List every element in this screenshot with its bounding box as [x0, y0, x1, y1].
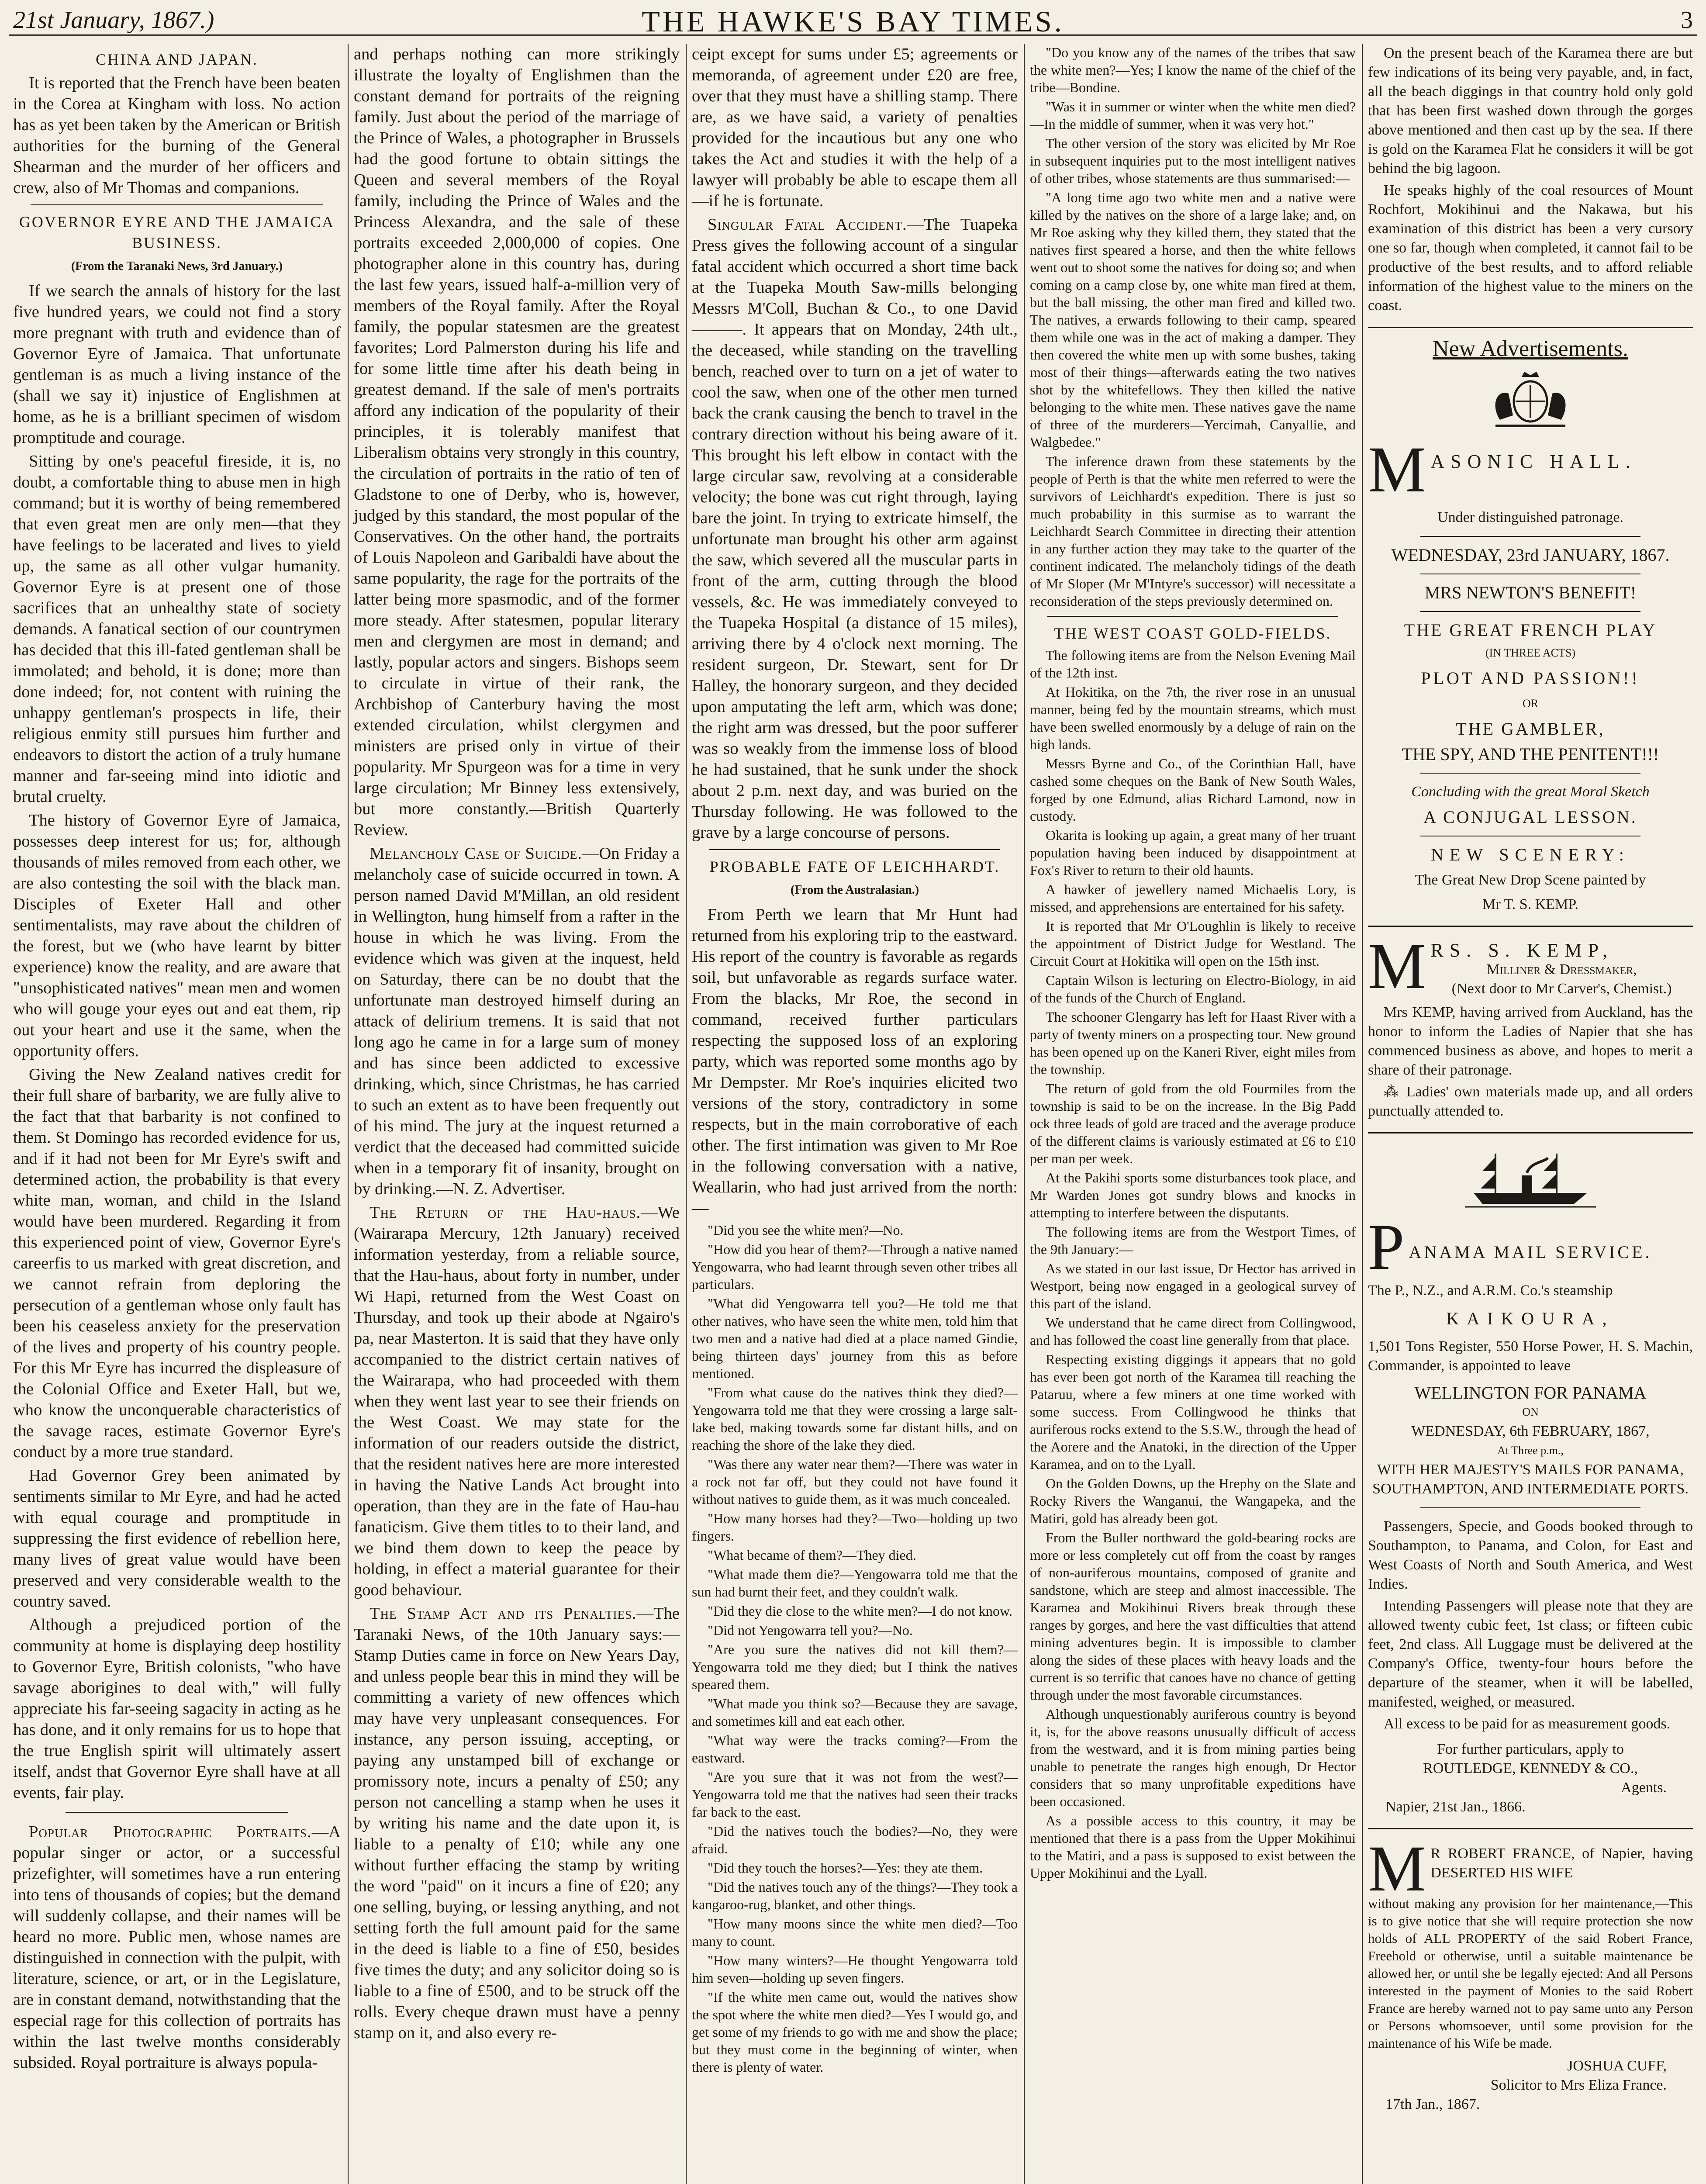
dialogue-line: "Are you sure the natives did not kill them?—Yengowarra told me they died; but I think the natives speared them. — [692, 1641, 1018, 1692]
divider — [31, 204, 323, 205]
drop-initial: P — [1368, 1219, 1405, 1273]
article-text: —The Tuapeka Press gives the following account of a singular fatal accident which occurred a short time back at the Tuapeka Mouth Saw-mills belonging Messrs M'Coll, Buchan & Co., to one David ———. It appears that on Monday, 24th ult., the deceased, while standing on the travelling bench, reached over to turn on a jet of water to cool the saw, when one of the other men turned back the crank causing the bench to travel in the contrary direction without his being aware of it. This brought his left elbow in contact with the large circular saw, revolving at a considerable velocity; the bone was cut right through, laying bare the joint. In trying to extricate himself, the unfortunate man brought his other arm against the saw, which severed all the muscular parts in front of the arm, cutting through the blood vessels, &c. He was immediately conveyed to the Tuapeka Hospital (a distance of 15 miles), arriving there by 4 o'clock next morning. The resident surgeon, Dr. Stewart, sent for Dr Halley, the honorary surgeon, and they decided upon amputating the left arm, which was done; the right arm was dressed, but the poor sufferer was so weakly from the immense loss of blood he had sustained, that he sunk under the shock about 2 p.m. next day, and was buried on the Thursday following. He was followed to the grave by a large concourse of persons. — [692, 215, 1018, 842]
dialogue-line: "From what cause do the natives think they died?—Yengowarra told me that they were crossing a large salt-lake bed, making towards some far distant hills, and on reaching the shore of the lake they died. — [692, 1385, 1018, 1453]
ad-title: ASONIC HALL. — [1430, 451, 1637, 472]
column-3 — [687, 44, 1022, 2184]
ad-line: OR — [1522, 697, 1539, 710]
article-source: (From the Taranaki News, 3rd January.) — [71, 259, 283, 273]
article-text: Respecting existing diggings it appears that no gold has ever been got north of the Karamea till reaching the Pataruu, where a few miners at one time worked with some success. From Collingwood he thinks that auriferous rocks extend to the S.S.W., through the head of the Aorere and the Anatoki, in the direction of the Upper Karamea, and on to the Lyall. — [1030, 1351, 1356, 1472]
article-text: Okarita is looking up again, a great many of her truant population having been induced by disappointment at Fox's River to return to their old haunts. — [1030, 827, 1356, 878]
kemp-ad — [1368, 938, 1693, 1121]
ad-line: ROUTLEDGE, KENNEDY & CO., — [1423, 1760, 1638, 1776]
dialogue-line: "Do you know any of the names of the tribes that saw the white men?—Yes; I know the name of the chief of the tribe—Bondine. — [1030, 45, 1356, 95]
ad-line: (IN THREE ACTS) — [1485, 646, 1576, 659]
dialogue-line: "Did not Yengowarra tell you?—No. — [708, 1622, 913, 1638]
dialogue-line: "Did they die close to the white men?—I do not know. — [708, 1603, 1012, 1619]
article-paragraph — [354, 1603, 680, 2043]
dialogue-line: "Did the natives touch the bodies?—No, they were afraid. — [692, 1823, 1018, 1856]
masonic-hall-ad — [1368, 367, 1693, 914]
ad-line: At Three p.m., — [1497, 1444, 1564, 1457]
column-rule — [1024, 44, 1025, 2184]
dialogue-line: "What made them die?—Yengowarra told me that the sun had burnt their feet, and they couldn't walk. — [692, 1566, 1018, 1600]
article-text: and perhaps nothing can more strikingly illustrate the loyalty of Englishmen than the constant demand for portraits of the reigning family. Just about the period of the marriage of the Prince of Wales, a photographer in Brussels had the good fortune to obtain sittings the Queen and several members of the Royal family, including the Prince of Wales and the Princess Alexandra, and the sale of these portraits exceeded 2,000,000 of copies. One photographer alone in this country has, during the last few years, issued half-a-million very of members of the Royal family. After the Royal family, the popular statesmen are the greatest favorites; Lord Palmerston during his life and for some little time after his death being in greatest demand. If the sale of men's portraits afford any indication of the popularity of their principles, it is tolerably manifest that Liberalism obtains very strongly in this country, the circulation of portraits in the ratio of ten of Gladstone to one of Derby, who is, however, judged by this standard, the most popular of the Conservatives. On the other hand, the portraits of Louis Napoleon and Garibaldi have about the same popularity, the rage for the portraits of the latter being more spasmodic, and of the former more steady. After statesmen, popular literary men and clergymen are most in demand; and lastly, popular actors and singers. Bishops seem to circulate in virtue of their rank, the Archbishop of Canterbury having the most extended circulation, whilst clergymen and ministers are prised only in virtue of their popularity. Mr Spurgeon was for a time in very large circulation; Mr Binney less extensively, but more constantly.—British Quarterly Review. — [354, 45, 680, 839]
column-rule — [348, 44, 349, 2184]
masonic-title-block — [1368, 442, 1693, 496]
royal-arms-icon — [1482, 367, 1578, 433]
dialogue-line: "How many winters?—He thought Yengowarra told him seven—holding up seven fingers. — [692, 1952, 1018, 1986]
article-paragraph — [13, 1821, 341, 2073]
dialogue-line: "Did you see the white men?—No. — [708, 1222, 904, 1238]
divider — [1420, 536, 1640, 537]
divider — [1420, 611, 1640, 612]
ad-title: R ROBERT FRANCE, of Napier, having DESERTED HIS WIFE — [1430, 1845, 1693, 1881]
dialogue-line: "Did the natives touch any of the things?—They took a kangaroo-rug, blanket, and other things. — [692, 1879, 1018, 1912]
divider — [1368, 327, 1693, 328]
dialogue-line: "If the white men came out, would the natives show the spot where the white men died?—Yes I would go, and get some of my friends to go with me and show the place; but they must come in the beginning of winter, when there is plenty of water. — [692, 1989, 1018, 2075]
dialogue-line: "What did Yengowarra tell you?—He told me that other natives, who have seen the white men, told him that two men and a native had died at a place named Gindie, being thirteen days' journey from this as before mentioned. — [692, 1296, 1018, 1381]
article-text: The history of Governor Eyre of Jamaica, possesses deep interest for us; for, although thousands of miles removed from each other, we are also contesting the soil with the black man. Disciples of Exeter Hall and other sentimentalists, may rave about the children of the forest, but we (who have learnt by bitter experience) know the reality, and are aware that "unsophisticated natives" mean men and women who will gouge your eyes out and eat them, rip out your heart and use it the same, when the opportunity offers. — [13, 811, 341, 1060]
article-text: As a possible access to this country, it may be mentioned that there is a pass from the Upper Mokihinui to the Matiri, and a pass is supposed to exist between the Upper Mokihinui and the Lyall. — [1030, 1813, 1356, 1881]
newspaper-title: THE HAWKE'S BAY TIMES. — [642, 5, 1064, 38]
article-text: On the present beach of the Karamea there are but few indications of its being very payable, and, in fact, all the beach diggings in that country hold only gold that has been first washed down through the gorges above mentioned and then cast up by the sea. If there is gold on the Karamea Flat he considers it will be got behind the big lagoon. — [1368, 45, 1693, 176]
ad-line: NEW SCENERY: — [1431, 845, 1630, 864]
article-paragraph — [354, 1202, 680, 1600]
ad-text: Intending Passengers will please note that they are allowed twenty cubic feet, 1st class; or fifteen cubic feet, 2nd class. All Luggage must be delivered at the Company's Office, twenty-four hours before the departure of the steamer, when it will be labelled, manifested, weighed, or measured. — [1368, 1598, 1693, 1710]
dialogue-line: "How did you hear of them?—Through a native named Yengowarra, who had learnt through seven other tribes all particulars. — [692, 1241, 1018, 1292]
ad-line: Napier, 21st Jan., 1866. — [1385, 1799, 1526, 1815]
dialogue-line: "What made you think so?—Because they are savage, and sometimes kill and eat each other. — [692, 1696, 1018, 1729]
ad-line: Solicitor to Mrs Eliza France. — [1490, 2077, 1667, 2093]
kemp-title-block — [1368, 938, 1693, 999]
ad-line: The Great New Drop Scene painted by — [1415, 872, 1646, 888]
article-text: Giving the New Zealand natives credit for their full share of barbarity, we are fully alive to the fact that that barbarity is not confined to them. St Domingo has recorded evidence for us, and if it had not been for Mr Eyre's swift and determined action, the probability is that every white man, woman, and child in the Island would have been murdered. Regarding it from this experienced point of view, Governor Eyre's careerfis to us marked with great discretion, and we cannot refrain from deploring the persecution of a gentleman whose only fault has been his ceaseless anxiety for the preservation of the lives and property of his country people. For this Mr Eyre has incurred the displeasure of the Colonial Office and Exeter Hall, but we, who know the unconquerable characteristics of the savage races, estimate Governor Eyre's conduct by a more true standard. — [13, 1065, 341, 1461]
divider — [709, 849, 1000, 850]
ad-text: without making any provision for her maintenance,—This is to give notice that she will require protection she now holds of ALL PROPERTY of the said Robert France, Freehold or otherwise, until a suitable maintenance be allowed her, or until she be legally ejected: And all Persons interested in the payment of Monies to the said Robert France are hereby warned not to pay same unto any Person or Persons whomsoever, until some provision for the maintenance of his Wife be made. — [1368, 1896, 1693, 2051]
article-text: Although unquestionably auriferous country is beyond it, is, for the above reasons unusually difficult of access from the westward, and it is from mining parties being unable to penetrate the ranges high enough, Dr Hector considers that so many unprofitable expeditions have been occasioned. — [1030, 1706, 1356, 1809]
ad-title: RS. S. KEMP, — [1430, 940, 1614, 961]
france-title-block — [1368, 1841, 1693, 1895]
ad-line: Mr T. S. KEMP. — [1482, 896, 1578, 912]
article-lead: Melancholy Case of Suicide. — [370, 844, 582, 863]
article-text: —A popular singer or actor, or a successful prizefighter, will sometimes have a run entering into tens of thousands of copies; but the demand will suddenly collapse, and their names will be heard no more. Public men, whose names are distinguished in connection with the pulpit, with literature, science, or art, or in the Legislature, are in constant demand, notwithstanding that the especial rage for this collection of portraits has within the last twelve months considerably subsided. Royal portraiture is always popula- — [13, 1823, 341, 2072]
article-text: Sitting by one's peaceful fireside, it is, no doubt, a comfortable thing to abuse men in high command; but it is worthy of being remembered that even great men are only men—that they have feelings to be lacerated and lives to yield up, the same as all other vulgar humanity. Governor Eyre is at present one of those sacrifices that an unhealthy state of society demands. A fanatical section of our countrymen has decided that this ill-fated gentleman shall be immolated; and behold, it is done; more than done indeed; for, not content with ruining the unhappy gentleman's prospects in life, their religious enmity still pursues him further and endeavors to distort the action of a truly humane manner and far-seeing mind into idiotic and brutal cruelty. — [13, 452, 341, 806]
article-text: At the Pakihi sports some disturbances took place, and Mr Warden Jones got sundry blows and knocks in attempting to interfere between the disputants. — [1030, 1170, 1356, 1220]
article-text: At Hokitika, on the 7th, the river rose in an unusual manner, being fed by the mountain streams, which must have been swelled enormously by a deluge of rain on the high lands. — [1030, 684, 1356, 752]
article-lead: The Return of the Hau-haus. — [370, 1203, 641, 1222]
divider — [1047, 616, 1338, 617]
dialogue-line: "Was it in summer or winter when the white men died?—In the middle of summer, when it was very hot." — [1030, 99, 1356, 132]
article-text: The inference drawn from these statements by the people of Perth is that the white men referred to were the survivors of Leichhardt's expedition. There is just so much probability in this surmise as to warrant the Leichhardt Search Committee in directing their attention in any further action they may take to the quarter of the continent indicated. The melancholy tidings of the death of Mr Sloper (Mr M'Intyre's successor) will necessitate a reconsideration of the steps previously determined on. — [1030, 453, 1356, 609]
ad-line: WEDNESDAY, 23rd JANUARY, 1867. — [1391, 545, 1670, 565]
drop-initial: M — [1368, 442, 1426, 496]
article-heading: GOVERNOR EYRE AND THE JAMAICA BUSINESS. — [19, 213, 335, 252]
ad-line: A CONJUGAL LESSON. — [1423, 807, 1637, 827]
ad-line: MRS NEWTON'S BENEFIT! — [1424, 583, 1637, 602]
ad-line: (Next door to Mr Carver's, Chemist.) — [1451, 981, 1672, 997]
ad-line: Milliner & Dressmaker, — [1486, 961, 1637, 978]
ad-line: Under distinguished patronage. — [1437, 509, 1623, 525]
article-text: —The Taranaki News, of the 10th January says:—Stamp Duties came in force on New Years Day, and unless people bear this in mind they will be committing a variety of new offences which may have very unpleasant consequences. For instance, any person issuing, accepting, or paying any unstamped bill of exchange or promissory note, incurs a penalty of £50; any person not cancelling a stamp when he uses it by writing his name and the date upon it, is liable to a penalty of £10; while any one without further effacing the stamp by writing the word "paid" on it incurs a fine of £20; any one selling, buying, or lessing anything, and not setting forth the full amount paid for the same in the deed is liable to a fine of £50, besides five times the duty; and any solicitor doing so is liable to a fine of £500, and to be struck off the rolls. Every cheque drawn must have a penny stamp on it, and also every re- — [354, 1604, 680, 2042]
ad-line: THE SPY, AND THE PENITENT!!! — [1402, 744, 1659, 764]
dialogue-line: "Did they touch the horses?—Yes: they ate them. — [708, 1860, 983, 1876]
article-text: On the Golden Downs, up the Hrephy on the Slate and Rocky Rivers the Wanganui, the Wangapeka, and the Matiri, gold has already been got. — [1030, 1476, 1356, 1526]
article-text: If we search the annals of history for the last five hundred years, we could not find a story more pregnant with truth and evidence than of Governor Eyre of Jamaica. That unfortunate gentleman is as much a living instance of the (shall we say it) injustice of Englishmen at home, as he is a brilliant specimen of wisdom promptitude and courage. — [13, 282, 341, 447]
dialogue-line: "How many horses had they?—Two—holding up two fingers. — [692, 1510, 1018, 1544]
article-text: The other version of the story was elicited by Mr Roe in subsequent inquiries put to the most intelligent natives of other tribes, whose statements are thus summarised:— — [1030, 135, 1356, 186]
ad-text: ⁂ Ladies' own materials made up, and all orders punctually attended to. — [1368, 1084, 1693, 1119]
ad-line: 1,501 Tons Register, 550 Horse Power, H. S. Machin, Commander, is appointed to leave — [1368, 1338, 1693, 1374]
ad-line: WELLINGTON FOR PANAMA — [1414, 1383, 1647, 1403]
article-text: Had Governor Grey been animated by sentiments similar to Mr Eyre, and had he acted with equal courage and promptitude in suppressing the first evidence of rebellion here, many lives of great value would have been preserved and very considerable wealth to the country saved. — [13, 1466, 341, 1610]
france-notice-ad — [1368, 1841, 1693, 2114]
article-text: ceipt except for sums under £5; agreements or memoranda, of agreement under £20 are free, over that they must have a shilling stamp. There are, as we have said, a variety of penalties provided for the incautious but any one who takes the Act and studies it with the help of a lawyer will probably be able to escape them all—if he is fortunate. — [692, 45, 1018, 210]
article-lead: Popular Photographic Portraits. — [29, 1823, 312, 1841]
article-text: Captain Wilson is lecturing on Electro-Biology, in aid of the funds of the Church of England. — [1030, 972, 1356, 1006]
article-text: From Perth we learn that Mr Hunt had returned from his exploring trip to the eastward. His report of the country is favorable as regards soil, but unfavorable as regards surface water. From the blacks, Mr Roe, the second in command, received further particulars respecting the supposed loss of an exploring party, which was reported some months ago by Mr Dempster. Mr Roe's inquiries elicited two versions of the story, contradictory in some respects, but in the main corroborative of each other. The first intimation was given to Mr Roe in the following conversation with a native, Weallarin, who had just arrived from the north:— — [692, 905, 1018, 1217]
article-text: From the Buller northward the gold-bearing rocks are more or less completely cut off from the coast by ranges of non-auriferous mountains, composed of granite and sandstone, which are steep and almost inaccessible. The Karamea and Mokihinui Rivers break through these ranges by gorges, and here the vast difficulties that attend mining adventures begin. It is impossible to clamber along the sides of these places with heavy loads and the current is so terrific that canoes have no chance of getting through under the most favorable circumstances. — [1030, 1530, 1356, 1703]
article-paragraph — [692, 214, 1018, 843]
article-text: "A long time ago two white men and a native were killed by the natives on the shore of a large lake; and, on Mr Roe asking why they killed them, they stated that the natives first speared a horse, and then the white fellows went out to shoot some the natives for doing so; and when coming on a camp close by, one white man fired at them, but the ball missing, the other man fired and killed two. The natives, a erwards following to their camp, speared them while one was in the act of making a damper. They then covered the white men up with some bushes, taking most of their things—afterwards eating the two natives shot by the whitefellows. They then killed the native belonging to the white men. These natives gave the name of three of the murderers—Yercimah, Canyallie, and Walgbedee." — [1030, 190, 1356, 450]
column-2 — [349, 44, 684, 2184]
article-text: —We (Wairarapa Mercury, 12th January) received information yesterday, from a reliable source, that the Hau-haus, about forty in number, under Wi Hapi, returned from the West Coast on Thursday, and took up their abode at Ngairo's pa, near Masterton. It is said that they have only accompanied to the district certain natives of the Wairarapa, who had proceeded with them when they went last year to see their friends on the West Coast. We may state for the information of our readers outside the district, that the resident natives here are more interested in having the Native Lands Act brought into operation, than they are in the fate of Hau-hau fanaticism. Give them titles to to their land, and we bind them down to keep the peace by holding, in effect a material guarantee for their good behaviour. — [354, 1203, 680, 1599]
article-text: The following items are from the Westport Times, of the 9th January:— — [1030, 1224, 1356, 1257]
page-number: 3 — [1681, 7, 1693, 34]
article-heading: THE WEST COAST GOLD-FIELDS. — [1054, 625, 1332, 642]
panama-mail-ad — [1368, 1145, 1693, 1817]
ad-line: WEDNESDAY, 6th FEBRUARY, 1867, — [1411, 1423, 1650, 1439]
article-text: Although a prejudiced portion of the community at home is displaying deep hostility to Governor Eyre, British colonists, "who have savage aborigines to deal with," will fully appreciate his far-seeing sagacity in acting as he has done, and it only remains for us to hope that the true English spirit will ultimately assert itself, andst that Governor Eyre shall have at all events, fair play. — [13, 1616, 341, 1802]
dialogue-line: "Was there any water near them?—There was water in a rock not far off, but they could not have found it without natives to guide them, as it was much concealed. — [692, 1456, 1018, 1507]
column-1 — [9, 44, 345, 2184]
column-4 — [1026, 44, 1360, 2184]
article-text: We understand that he came direct from Collingwood, and has followed the coast line generally from that place. — [1030, 1315, 1356, 1348]
drop-initial: M — [1368, 1841, 1426, 1895]
dialogue-line: "How many moons since the white men died?—Too many to count. — [692, 1916, 1018, 1949]
ad-line: ON — [1522, 1406, 1539, 1418]
drop-initial: M — [1368, 938, 1426, 999]
dialogue-line: "What became of them?—They died. — [708, 1547, 916, 1563]
ad-text: All excess to be paid for as measurement goods. — [1384, 1716, 1671, 1732]
ship-name: KAIKOURA, — [1446, 1309, 1615, 1328]
article-heading: CHINA AND JAPAN. — [96, 51, 258, 68]
article-text: Messrs Byrne and Co., of the Corinthian Hall, have cashed some cheques on the Bank of New South Wales, forged by one Edmund, alias Richard Lamond, now in custody. — [1030, 756, 1356, 824]
divider — [1368, 926, 1693, 927]
panama-title-block — [1368, 1219, 1693, 1273]
ad-line: WITH HER MAJESTY'S MAILS FOR PANAMA, SOUTHAMPTON, AND INTERMEDIATE PORTS. — [1372, 1462, 1689, 1497]
article-paragraph — [354, 843, 680, 1199]
ad-text: Passengers, Specie, and Goods booked through to Southampton, to Panama, and Colon, for East and West Coasts of North and South America, and West Indies. — [1368, 1518, 1693, 1592]
masthead — [9, 3, 1697, 36]
article-text: —On Friday a melancholy case of suicide occurred in town. A person named David M'Millan, an old resident in Wellington, hung himself from a rafter in the house in which he was living. From the evidence which was given at the inquest, held on Saturday, there can be no doubt that the unfortunate man destroyed himself during an attack of delirium tremens. It is said that not long ago he came in for a large sum of money and has since been addicted to excessive drinking, which, since Christmas, he has carried to such an extent as to have been frequently out of his mind. The jury at the inquest returned a verdict that the deceased had committed suicide when in a temporary fit of insanity, brought on by drinking.—N. Z. Advertiser. — [354, 844, 680, 1198]
divider — [1420, 773, 1640, 774]
article-lead: The Stamp Act and its Penalties. — [370, 1604, 637, 1623]
ad-line: 17th Jan., 1867. — [1385, 2096, 1480, 2112]
article-lead: Singular Fatal Accident. — [708, 215, 907, 234]
ad-line: THE GAMBLER, — [1456, 719, 1605, 739]
article-text: A hawker of jewellery named Michaelis Lory, is missed, and apprehensions are entertained for his safety. — [1030, 881, 1356, 915]
ad-line: Agents. — [1621, 1780, 1667, 1796]
dialogue-line: "What way were the tracks coming?—From the eastward. — [692, 1732, 1018, 1766]
ad-text: Mrs KEMP, having arrived from Auckland, has the honor to inform the Ladies of Napier that she has commenced business as above, and hopes to merit a share of their patronage. — [1368, 1004, 1693, 1078]
divider — [1368, 1132, 1693, 1133]
divider — [1420, 1507, 1640, 1508]
ad-title: ANAMA MAIL SERVICE. — [1409, 1242, 1652, 1262]
article-text: The following items are from the Nelson Evening Mail of the 12th inst. — [1030, 647, 1356, 681]
ad-line: For further particulars, apply to — [1437, 1741, 1624, 1757]
divider — [66, 1812, 288, 1813]
ad-line: The P., N.Z., and A.R.M. Co.'s steamship — [1368, 1282, 1613, 1299]
new-advertisements-heading: New Advertisements. — [1433, 336, 1628, 361]
issue-date: 21st January, 1867.) — [13, 7, 214, 34]
ad-line: Concluding with the great Moral Sketch — [1411, 784, 1650, 800]
article-text: The return of gold from the old Fourmiles from the township is said to be on the increase. In the Big Padd ock three leads of gold are traced and the average produce of the different claims is variously estimated at £6 to £10 per man per week. — [1030, 1081, 1356, 1166]
column-5 — [1364, 44, 1697, 2184]
article-source: (From the Australasian.) — [790, 883, 919, 897]
column-rule — [1362, 44, 1363, 2184]
article-text: As we stated in our last issue, Dr Hector has arrived in Westport, being now engaged in a geological survey of this part of the island. — [1030, 1261, 1356, 1311]
ad-line: JOSHUA CUFF, — [1567, 2058, 1667, 2074]
steamship-icon — [1465, 1145, 1596, 1210]
dialogue-line: "Are you sure that it was not from the west?—Yengowarra told me that the natives had seen their tracks far back to the east. — [692, 1769, 1018, 1820]
ad-line: THE GREAT FRENCH PLAY — [1404, 620, 1657, 640]
ad-line: PLOT AND PASSION!! — [1421, 668, 1640, 688]
article-text: It is reported that the French have been beaten in the Corea at Kingham with loss. No action has as yet been taken by the American or British authorities for the burning of the General Shearman and the murder of her officers and crew, also of Mr Thomas and companions. — [13, 74, 341, 197]
column-rule — [686, 44, 687, 2184]
article-heading: PROBABLE FATE OF LEICHHARDT. — [709, 858, 1000, 875]
article-text: It is reported that Mr O'Loughlin is likely to receive the appointment of District Judge for Westland. The Circuit Court at Hokitika will open on the 15th inst. — [1030, 918, 1356, 969]
article-text: The schooner Glengarry has left for Haast River with a party of twenty miners on a prospecting tour. New ground has been opened up on the Kaneri River, eight miles from the township. — [1030, 1009, 1356, 1077]
divider — [1368, 1828, 1693, 1829]
article-text: He speaks highly of the coal resources of Mount Rochfort, Mokihinui and the Nakawa, but his examination of this district has been a very cursory one so far, though when completed, it cannot fail to be productive of the best results, and to afford reliable information of the highest value to the miners on the coast. — [1368, 182, 1693, 314]
